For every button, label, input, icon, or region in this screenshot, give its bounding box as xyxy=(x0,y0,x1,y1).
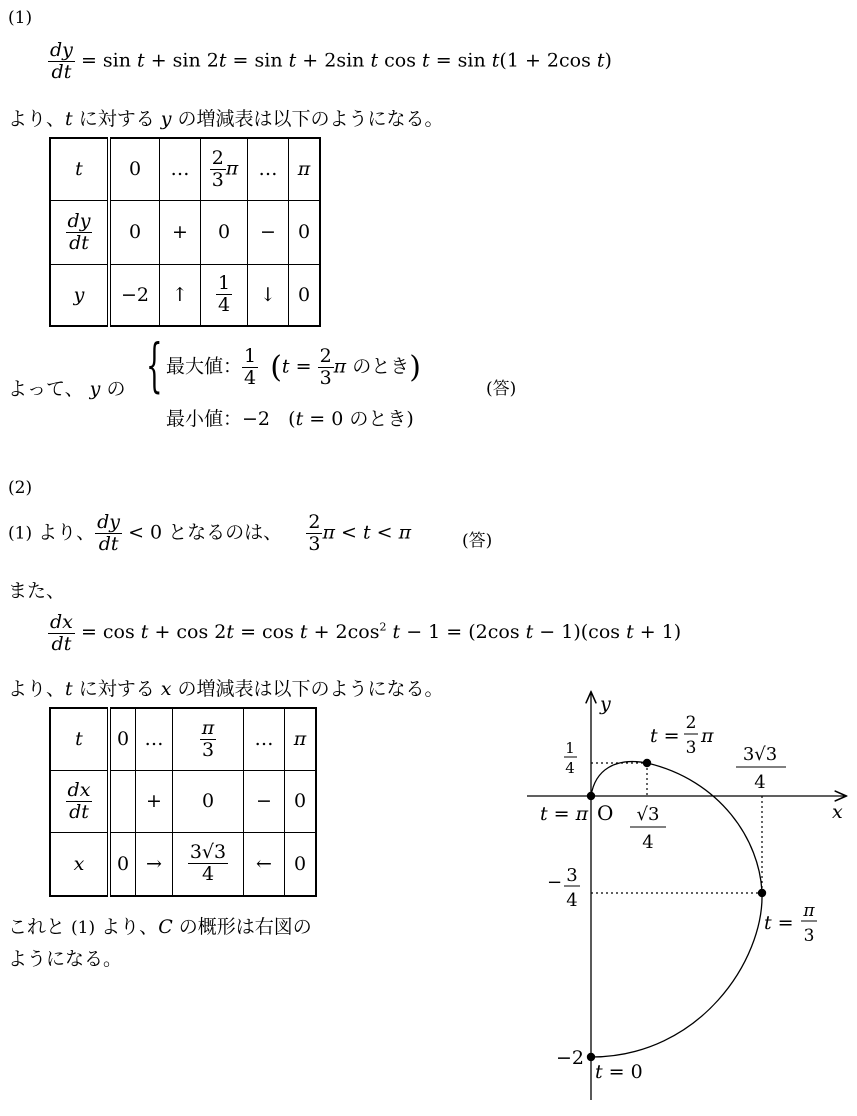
part1-label: (1) xyxy=(8,8,33,28)
svg-text:3: 3 xyxy=(566,865,578,886)
svg-text:1: 1 xyxy=(565,739,575,757)
part1-intro-line: より、t に対する y の増減表は以下のようになる。 xyxy=(8,108,444,130)
label-t-2pi3 xyxy=(650,713,714,758)
table-cell: − xyxy=(248,200,289,264)
table-cell: 0 xyxy=(109,832,136,896)
closing-line-2: ようになる。 xyxy=(8,948,123,970)
svg-text:4: 4 xyxy=(754,772,766,793)
table-cell: 0 xyxy=(109,708,136,770)
svg-text:π: π xyxy=(701,725,714,747)
closing-line-1: これと (1) より、C の概形は右図の xyxy=(8,916,312,938)
table-cell: → xyxy=(136,832,173,896)
table-cell: $\frac{3√3}{4}$ xyxy=(173,832,244,896)
table-cell: … xyxy=(248,138,289,200)
label-y-neg2: −2 xyxy=(556,1047,585,1069)
point-start xyxy=(587,1053,595,1061)
label-y-quarter xyxy=(564,739,577,777)
x-axis-label: x xyxy=(832,801,843,823)
svg-text:4: 4 xyxy=(566,890,578,911)
table-cell: ↓ xyxy=(248,264,289,326)
curve-c xyxy=(591,762,762,1057)
conclusion-prefix: よって、 y の xyxy=(8,378,126,400)
min-line: 最小値：−2 (t = 0 のとき) xyxy=(166,408,414,430)
table-cell: 0 xyxy=(289,200,321,264)
table-cell: ↑ xyxy=(160,264,201,326)
max-line: 最大値： $\frac{1}{4}$ (t = $\frac{2}{3}$ π のとき) xyxy=(166,345,421,389)
label-y-neg34 xyxy=(547,865,580,911)
svg-text:t =: t = xyxy=(764,912,794,934)
point-rightmost xyxy=(758,889,766,897)
svg-text:3: 3 xyxy=(803,926,815,946)
table-cell: 0 xyxy=(109,138,160,200)
table-cell: −2 xyxy=(109,264,160,326)
table-cell: … xyxy=(244,708,285,770)
part2-label: (2) xyxy=(8,478,33,498)
svg-text:π: π xyxy=(803,901,815,921)
label-x-sqrt3-4 xyxy=(630,804,666,853)
table-cell: $\frac{dy}{dt}$ xyxy=(50,200,109,264)
svg-text:3√3: 3√3 xyxy=(742,744,778,765)
label-x-3sqrt3-4 xyxy=(736,744,786,793)
y-axis-label: y xyxy=(600,693,611,715)
svg-text:t =: t = xyxy=(650,725,680,747)
part1-equation: $\frac{dy}{dt}$ = sin t + sin 2t = sin t + 2sin t cos t = sin t(1 + 2cos t) xyxy=(50,39,612,83)
table-cell: − xyxy=(244,770,285,832)
answer-mark-1: (答) xyxy=(486,379,517,399)
also-text: また、 xyxy=(8,580,66,602)
table-cell: x xyxy=(50,832,109,896)
svg-text:√3: √3 xyxy=(636,804,660,825)
label-t-0: t = 0 xyxy=(595,1061,643,1083)
left-brace: { xyxy=(146,331,163,399)
part2-equation: $\frac{dx}{dt}$ = $\cos t + \cos 2t = \cos t + 2\cos^2$ t − 1 = (2cos t − 1)(cos t + 1) xyxy=(50,611,682,655)
table-cell: … xyxy=(160,138,201,200)
part2-line1: (1) より、 $\frac{dy}{dt}$ < 0 となるのは、 $\frac{2}{3}$ π < t < π xyxy=(8,511,412,555)
point-origin xyxy=(587,792,595,800)
svg-text:4: 4 xyxy=(565,759,575,777)
table-cell: + xyxy=(160,200,201,264)
svg-text:4: 4 xyxy=(642,832,654,853)
table-cell: y xyxy=(50,264,109,326)
part2-intro-line: より、t に対する x の増減表は以下のようになる。 xyxy=(8,678,444,700)
table-cell: 0 xyxy=(285,832,317,896)
table-cell: + xyxy=(136,770,173,832)
svg-text:3: 3 xyxy=(685,738,697,758)
table-cell: t xyxy=(50,708,109,770)
table-cell: ← xyxy=(244,832,285,896)
table-cell: 0 xyxy=(173,770,244,832)
label-t-pi: t = π xyxy=(540,803,589,825)
table-cell: π xyxy=(289,138,321,200)
svg-text:−: − xyxy=(547,872,563,893)
table-cell: … xyxy=(136,708,173,770)
table-cell: 0 xyxy=(109,200,160,264)
table-cell: $\frac{2}{3}$ π xyxy=(201,138,248,200)
table-cell: 0 xyxy=(201,200,248,264)
origin-label: O xyxy=(597,801,614,825)
label-t-pi3 xyxy=(764,901,817,946)
table-cell: $\frac{dx}{dt}$ xyxy=(50,770,109,832)
table-cell: 0 xyxy=(285,770,317,832)
table-cell: π xyxy=(285,708,317,770)
table-cell: 0 xyxy=(289,264,321,326)
table-cell: t xyxy=(50,138,109,200)
svg-text:2: 2 xyxy=(685,713,697,733)
table-cell: $\frac{\pi}{3}$ xyxy=(173,708,244,770)
answer-mark-2: (答) xyxy=(462,531,493,551)
point-max xyxy=(643,759,651,767)
table-cell: $\frac{1}{4}$ xyxy=(201,264,248,326)
